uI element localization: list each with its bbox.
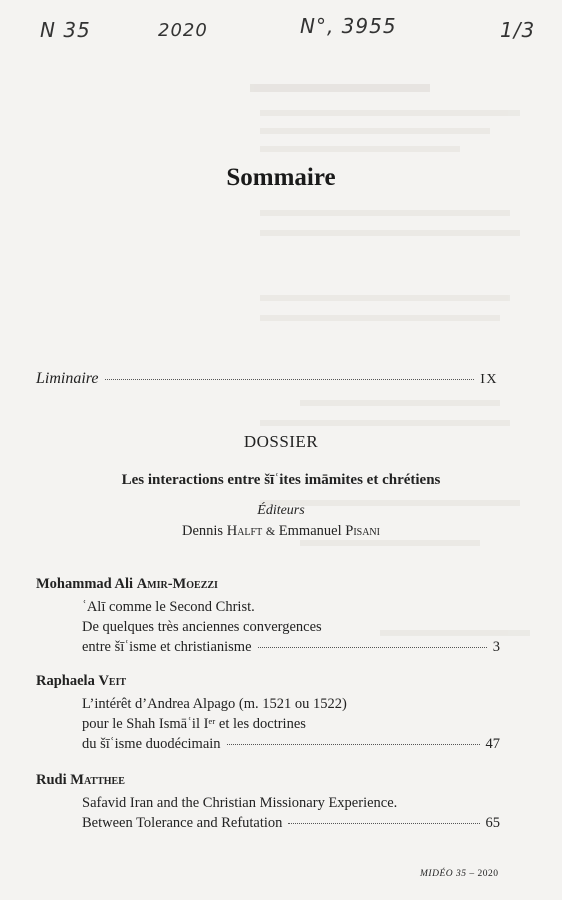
- section-heading: DOSSIER: [243, 432, 319, 451]
- toc-entry-article[interactable]: [82, 639, 500, 656]
- editors-label: Éditeurs: [257, 503, 305, 518]
- author-first-name: Mohammad Ali: [36, 576, 134, 592]
- handwritten-note-2: 2020: [158, 20, 208, 41]
- page-title: Sommaire: [226, 164, 336, 191]
- toc-page-number: IX: [480, 372, 498, 387]
- article-title-line: entre šīʿisme et christianisme: [82, 639, 252, 655]
- dossier-theme: Les interactions entre šīʿites imāmites et chrétiens: [121, 472, 441, 488]
- handwritten-note-3: N°, 3955: [300, 14, 397, 38]
- article-title-line: pour le Shah Ismāʿil Iᵉʳ et les doctrines: [82, 716, 306, 732]
- handwritten-note-1: N 35: [40, 18, 91, 42]
- article-title-line: du šīʿisme duodécimain: [82, 736, 221, 752]
- article-title-line: De quelques très anciennes convergences: [82, 619, 322, 635]
- toc-page-number: 47: [485, 736, 500, 752]
- toc-entry-article[interactable]: [82, 815, 500, 832]
- editor-separator: &: [265, 524, 276, 538]
- author-first-name: Rudi: [36, 772, 67, 788]
- journal-name: MIDÉO 35: [420, 869, 467, 879]
- author-last-name: Veit: [98, 673, 127, 689]
- author-name: [36, 772, 125, 789]
- author-first-name: Raphaela: [36, 673, 95, 689]
- author-last-name: Matthee: [70, 772, 125, 788]
- toc-entry-label: Liminaire: [36, 370, 99, 387]
- author-name: [36, 673, 126, 690]
- toc-entry-article[interactable]: [82, 736, 500, 753]
- journal-footer: [420, 869, 498, 879]
- journal-year: 2020: [477, 869, 499, 879]
- dot-leader: [288, 823, 479, 824]
- article-title-line: ʿAlī comme le Second Christ.: [82, 599, 255, 615]
- editor-first-name: Dennis: [182, 523, 224, 539]
- editor-last-name: Pisani: [345, 523, 380, 539]
- author-last-name: Amir-Moezzi: [136, 576, 218, 592]
- article-title-line: L’intérêt d’Andrea Alpago (m. 1521 ou 1522): [82, 696, 347, 712]
- author-name: [36, 576, 218, 593]
- dot-leader: [105, 379, 475, 380]
- article-title-line: Between Tolerance and Refutation: [82, 815, 283, 831]
- toc-entry-liminaire[interactable]: [36, 370, 498, 388]
- editors-names: [0, 523, 562, 540]
- handwritten-note-4: 1/3: [500, 18, 536, 42]
- toc-page-number: 3: [492, 639, 500, 655]
- editor-first-name: Emmanuel: [278, 523, 342, 539]
- article-title-line: Safavid Iran and the Christian Missionary Experience.: [82, 795, 398, 811]
- dot-leader: [258, 647, 487, 648]
- footer-separator: –: [466, 869, 478, 879]
- editor-last-name: Halft: [226, 523, 263, 539]
- toc-page-number: 65: [485, 815, 500, 831]
- dot-leader: [227, 744, 480, 745]
